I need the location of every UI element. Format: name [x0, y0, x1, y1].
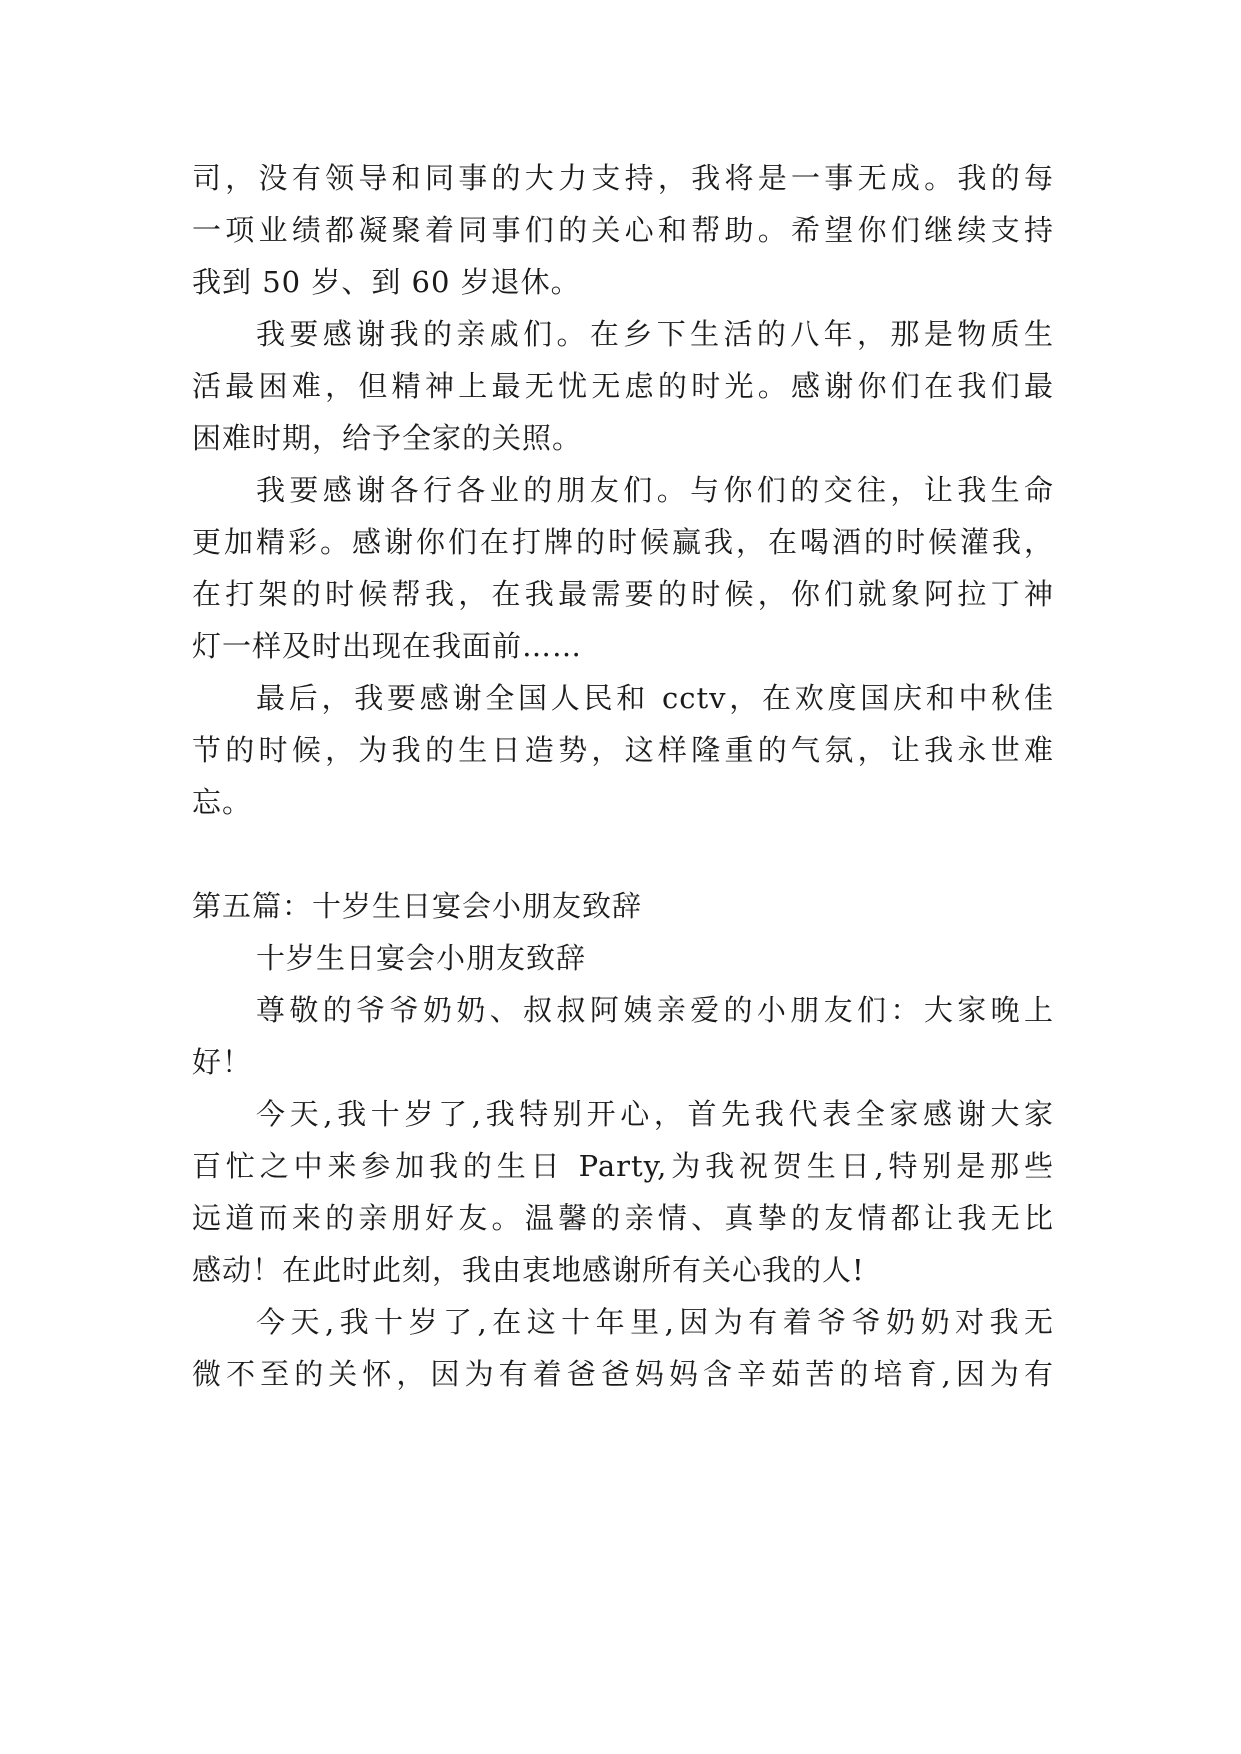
body-line: 在打架的时候帮我，在我最需要的时候，你们就象阿拉丁神 — [192, 577, 1054, 611]
body-line: 我到 50 岁、到 60 岁退休。 — [192, 265, 581, 299]
body-line: 司，没有领导和同事的大力支持，我将是一事无成。我的每 — [192, 161, 1054, 195]
body-line: 活最困难，但精神上最无忧无虑的时光。感谢你们在我们最 — [192, 369, 1054, 403]
section-heading: 第五篇：十岁生日宴会小朋友致辞 — [192, 889, 643, 923]
paragraph-first-line: 尊敬的爷爷奶奶、叔叔阿姨亲爱的小朋友们：大家晚上 — [256, 993, 1054, 1027]
body-line: 微不至的关怀，因为有着爸爸妈妈含辛茹苦的培育,因为有 — [192, 1357, 1054, 1391]
body-line: 感动！在此时此刻，我由衷地感谢所有关心我的人! — [192, 1253, 865, 1287]
paragraph-first-line: 我要感谢我的亲戚们。在乡下生活的八年，那是物质生 — [256, 317, 1054, 351]
body-line: 远道而来的亲朋好友。温馨的亲情、真挚的友情都让我无比 — [192, 1201, 1054, 1235]
body-line: 百忙之中来参加我的生日 Party,为我祝贺生日,特别是那些 — [192, 1149, 1054, 1183]
body-line: 困难时期，给予全家的关照。 — [192, 421, 583, 455]
section-subtitle: 十岁生日宴会小朋友致辞 — [256, 941, 587, 975]
body-line: 忘。 — [192, 785, 253, 819]
body-line: 节的时候，为我的生日造势，这样隆重的气氛，让我永世难 — [192, 733, 1054, 767]
paragraph-first-line: 今天,我十岁了,我特别开心，首先我代表全家感谢大家 — [256, 1097, 1054, 1131]
body-line: 灯一样及时出现在我面前…… — [192, 629, 583, 663]
body-line: 一项业绩都凝聚着同事们的关心和帮助。希望你们继续支持 — [192, 213, 1054, 247]
paragraph-first-line: 最后，我要感谢全国人民和 cctv，在欢度国庆和中秋佳 — [256, 681, 1054, 715]
paragraph-first-line: 我要感谢各行各业的朋友们。与你们的交往，让我生命 — [256, 473, 1054, 507]
paragraph-first-line: 今天,我十岁了,在这十年里,因为有着爷爷奶奶对我无 — [256, 1305, 1054, 1339]
body-line: 更加精彩。感谢你们在打牌的时候赢我，在喝酒的时候灌我， — [192, 525, 1054, 559]
body-line: 好！ — [192, 1045, 253, 1079]
